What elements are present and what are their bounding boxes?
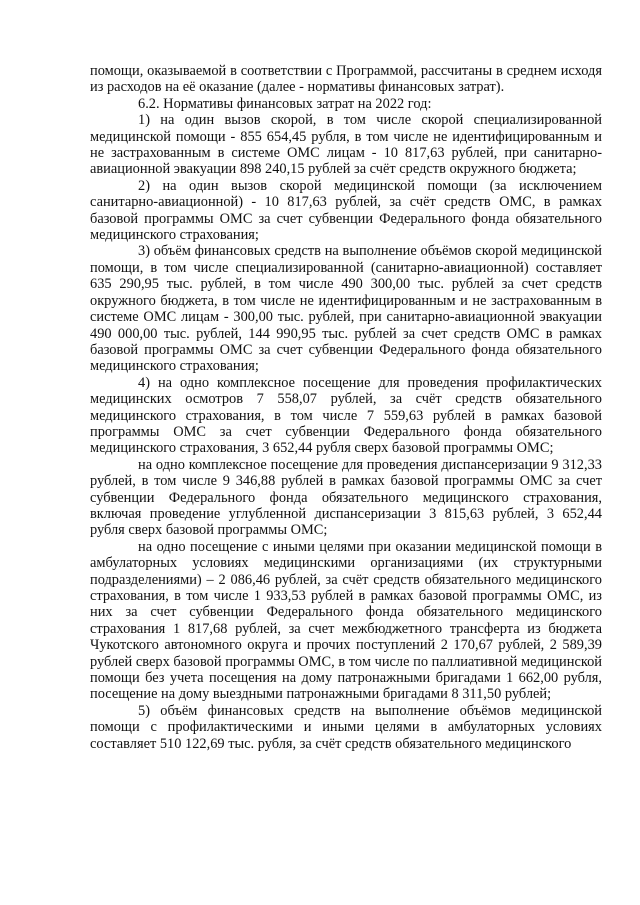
paragraph-item-4: 4) на одно комплексное посещение для проведения профилактических медицинских осмотров 7 558,07 рублей, за счёт средств обязательного медицинского страхования, в том числе 7 559,63 рублей в рамках базовой программы ОМС за счет субвенции Федерального фонда обязательного медицинского страхования, 3 652,44 рубля сверх базовой программы ОМС; [90, 374, 602, 457]
section-heading-6-2: 6.2. Нормативы финансовых затрат на 2022 год: [138, 95, 432, 112]
paragraph-other-visits: на одно посещение с иными целями при оказании медицинской помощи в амбулаторных условиях медицинскими организациями (их структурными подразделениями) – 2 086,46 рублей, за счёт средств обязательного медицинского страхования, в том числе 1 933,53 рублей в рамках базовой программы ОМС, из них за счет субвенции Федерального фонда обязательного медицинского страхования 1 817,68 рублей, за счет межбюджетного трансферта из бюджета Чукотского автономного округа и прочих поступлений 2 170,67 рублей, 2 589,39 рублей сверх базовой программы ОМС, в том числе по паллиативной медицинской помощи без учета посещения на дому патронажными бригадами 1 662,00 рубля, посещение на дому выездными патронажными бригадами 8 311,50 рублей; [90, 538, 602, 703]
paragraph-item-2: 2) на один вызов скорой медицинской помощи (за исключением санитарно-авиационной) - 10 817,63 рублей, за счёт средств ОМС, в рамках базовой программы ОМС за счет субвенции Федерального фонда обязательного медицинского страхования; [90, 177, 602, 244]
paragraph-item-1: 1) на один вызов скорой, в том числе скорой специализированной медицинской помощи - 855 654,45 рубля, в том числе не идентифицированным и не застрахованным в системе ОМС лицам - 10 817,63 рублей, при санитарно-авиационной эвакуации 898 240,15 рублей за счёт средств окружного бюджета; [90, 112, 602, 178]
document-page [90, 63, 602, 752]
paragraph-continuation: помощи, оказываемой в соответствии с Программой, рассчитаны в среднем исходя из расходов на её оказание (далее - нормативы финансовых затрат). [90, 63, 602, 96]
paragraph-item-5: 5) объём финансовых средств на выполнение объёмов медицинской помощи с профилактическими и иными целями в амбулаторных условиях составляет 510 122,69 тыс. рубля, за счёт средств обязательного медицинского [90, 702, 602, 752]
paragraph-dispensary: на одно комплексное посещение для проведения диспансеризации 9 312,33 рублей, в том числе 9 346,88 рублей в рамках базовой программы ОМС за счет субвенции Федерального фонда обязательного медицинского страхования, включая проведение углубленной диспансеризации 3 815,63 рублей, 3 652,44 рубля сверх базовой программы ОМС; [90, 456, 602, 539]
paragraph-item-3: 3) объём финансовых средств на выполнение объёмов скорой медицинской помощи, в том числе специализированной (санитарно-авиационной) составляет 635 290,95 тыс. рублей, в том числе 490 300,00 тыс. рублей за счет средств окружного бюджета, в том числе не идентифицированным и не застрахованным в системе ОМС лицам - 300,00 тыс. рублей, при санитарно-авиационной эвакуации 490 000,00 тыс. рублей, 144 990,95 тыс. рублей за счет средств ОМС в рамках базовой программы ОМС за счет субвенции Федерального фонда обязательного медицинского страхования; [90, 243, 602, 375]
